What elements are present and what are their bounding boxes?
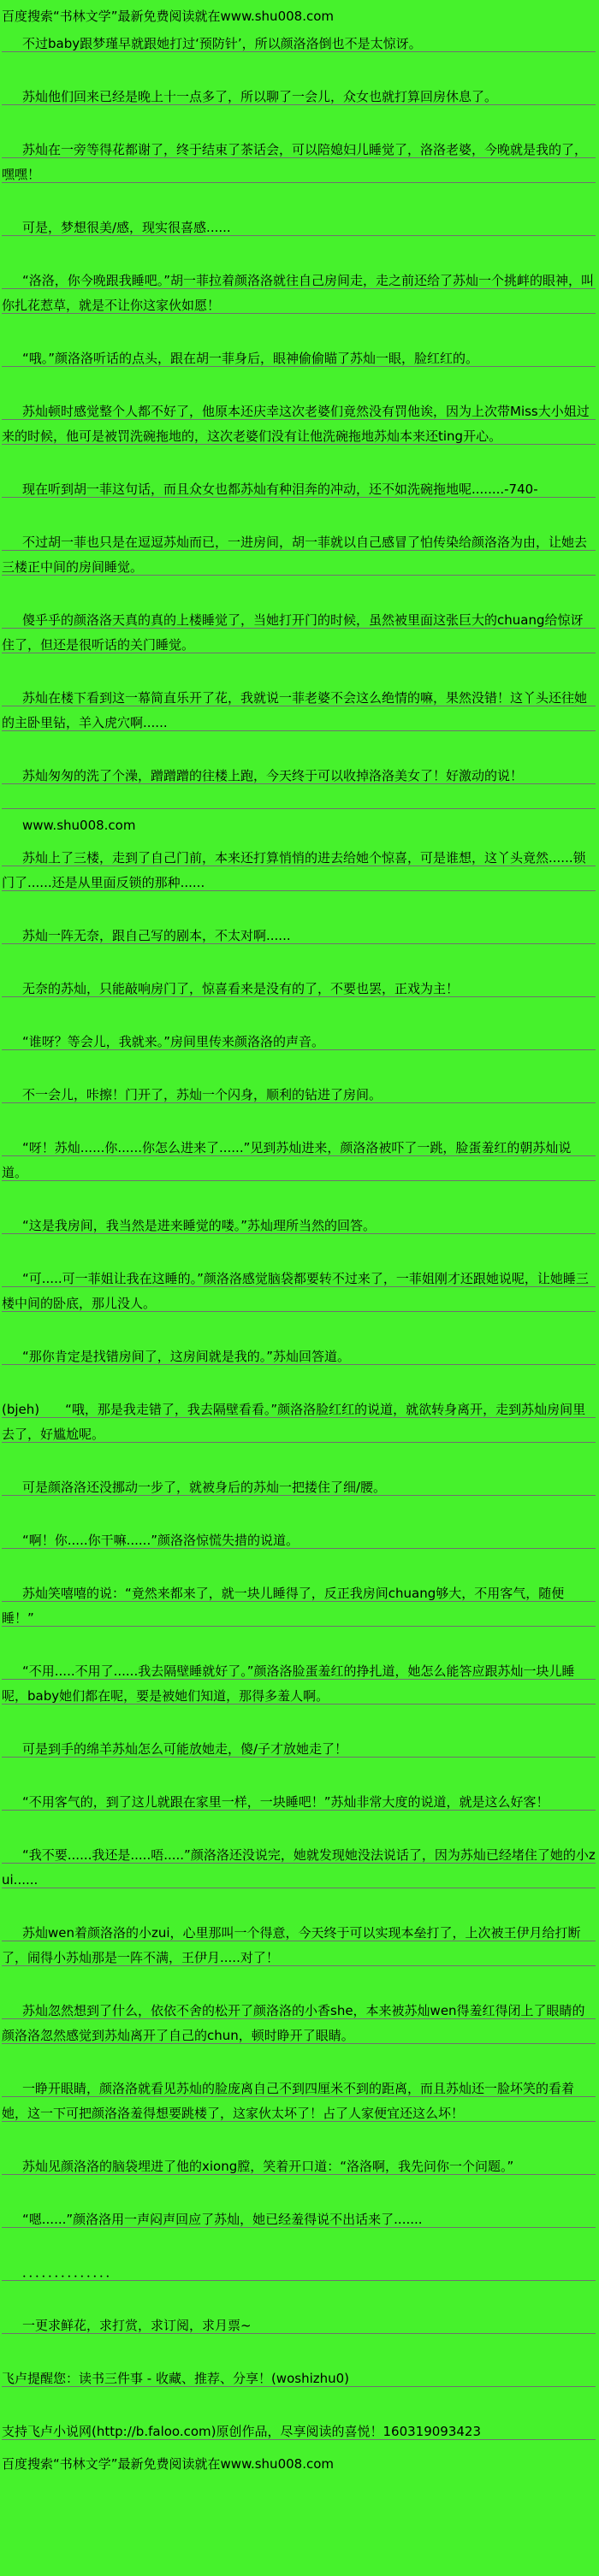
paragraph: 苏灿一阵无奈，跟自己写的剧本，不太对啊...... xyxy=(2,924,596,948)
chapter-end-dots: ．．．．．．．．．．．．．． xyxy=(2,2260,596,2285)
paragraph: 一睁开眼睛，颜洛洛就看见苏灿的脸庞离自己不到四厘米不到的距离，而且苏灿还一脸坏笑的看着她，这一下可把颜洛洛羞得想要跳楼了，这家伙太坏了！占了人家便宜还这么坏！ xyxy=(2,2077,596,2126)
paragraph: 苏灿笑嘻嘻的说：“竟然来都来了，就一块儿睡得了，反正我房间chuang够大，不用客气，随便睡！” xyxy=(2,1581,596,1631)
paragraph: 苏灿上了三楼，走到了自己门前，本来还打算悄悄的进去给她个惊喜，可是谁想，这丫头竟然......锁门了......还是从里面反锁的那种...... xyxy=(2,846,596,895)
paragraph: 苏灿wen着颜洛洛的小zui，心里那叫一个得意，今天终于可以实现本垒打了，上次被王伊月给打断了，闹得小苏灿那是一阵不满，王伊月.....对了！ xyxy=(2,1921,596,1970)
paragraph: 苏灿他们回来已经是晚上十一点多了，所以聊了一会儿，众女也就打算回房休息了。 xyxy=(2,85,596,109)
paragraph: “那你肯定是找错房间了，这房间就是我的。”苏灿回答道。 xyxy=(2,1344,596,1369)
paragraph: 苏灿在楼下看到这一幕简直乐开了花，我就说一菲老婆不会这么绝情的嘛，果然没错！这丫头还往她的主卧里钻，羊入虎穴啊...... xyxy=(2,686,596,736)
paragraph: “这是我房间，我当然是进来睡觉的喽。”苏灿理所当然的回答。 xyxy=(2,1214,596,1238)
faloo-support-line: 支持飞卢小说网(http://b.faloo.com)原创作品，尽享阅读的喜悦！160319093423 xyxy=(2,2419,596,2444)
paragraph: 不一会儿，咔擦！门开了，苏灿一个闪身，顺利的钻进了房间。 xyxy=(2,1083,596,1108)
paragraph: 苏灿在一旁等得花都谢了，终于结束了茶话会，可以陪媳妇儿睡觉了，洛洛老婆，今晚就是我的了，嘿嘿！ xyxy=(2,138,596,187)
paragraph: “可.....可一菲姐让我在这睡的。”颜洛洛感觉脑袋都要转不过来了，一菲姐刚才还跟她说呢，让她睡三楼中间的卧底，那儿没人。 xyxy=(2,1267,596,1316)
paragraph: “呀！苏灿......你......你怎么进来了......”见到苏灿进来，颜洛洛被吓了一跳，脸蛋羞红的朝苏灿说道。 xyxy=(2,1136,596,1185)
faloo-reminder-line: 飞卢提醒您：读书三件事 - 收藏、推荐、分享！(woshizhu0) xyxy=(2,2366,596,2391)
paragraph: 可是，梦想很美/感，现实很喜感...... xyxy=(2,216,596,240)
paragraph: 无奈的苏灿，只能敲响房门了，惊喜看来是没有的了，不要也罢，正戏为主！ xyxy=(2,977,596,1001)
paragraph: 不过baby跟梦瑾早就跟她打过‘预防针’，所以颜洛洛倒也不是太惊讶。 xyxy=(2,32,596,56)
paragraph: (bjeh) “哦，那是我走错了，我去隔壁看看。”颜洛洛脸红红的说道，就欲转身离开，走到苏灿房间里去了，好尴尬呢。 xyxy=(2,1397,596,1447)
paragraph: 苏灿匆匆的洗了个澡，蹭蹭蹭的往楼上跑，今天终于可以收掉洛洛美女了！好激动的说！ xyxy=(2,764,596,789)
paragraph: “洛洛，你今晚跟我睡吧。”胡一菲拉着颜洛洛就往自己房间走，走之前还给了苏灿一个挑衅的眼神，叫你扎花惹草，就是不让你这家伙如愿！ xyxy=(2,269,596,318)
paragraph: 傻乎乎的颜洛洛天真的真的上楼睡觉了，当她打开门的时候，虽然被里面这张巨大的chuang给惊讶住了，但还是很听话的关门睡觉。 xyxy=(2,608,596,658)
footer-promo-line: 百度搜索“书林文学”最新免费阅读就在www.shu008.com xyxy=(2,2456,335,2472)
paragraph: “不用客气的，到了这儿就跟在家里一样，一块睡吧！”苏灿非常大度的说道，就是这么好客！ xyxy=(2,1790,596,1815)
author-request-line: 一更求鲜花，求打赏，求订阅，求月票~ xyxy=(2,2313,596,2338)
header-promo-line: 百度搜索“书林文学”最新免费阅读就在www.shu008.com xyxy=(2,9,335,24)
paragraph: “谁呀？等会儿，我就来。”房间里传来颜洛洛的声音。 xyxy=(2,1030,596,1055)
blank-ruled-line xyxy=(2,789,596,813)
paragraph: “不用.....不用了......我去隔壁睡就好了。”颜洛洛脸蛋羞红的挣扎道，她怎么能答应跟苏灿一块儿睡呢，baby她们都在呢，要是被她们知道，那得多羞人啊。 xyxy=(2,1659,596,1709)
paragraph: 现在听到胡一菲这句话，而且众女也都苏灿有种泪奔的冲动，还不如洗碗拖地呢........-740- xyxy=(2,477,596,502)
paragraph: “嗯......”颜洛洛用一声闷声回应了苏灿，她已经羞得说不出话来了....... xyxy=(2,2207,596,2232)
paragraph: 可是到手的绵羊苏灿怎么可能放她走，傻/子才放她走了！ xyxy=(2,1737,596,1762)
paragraph: 苏灿顿时感觉整个人都不好了，他原本还庆幸这次老婆们竟然没有罚他诶，因为上次带Miss大小姐过来的时候，他可是被罚洗碗拖地的，这次老婆们没有让他洗碗拖地苏灿本来还ting开心。 xyxy=(2,399,596,449)
paragraph: 苏灿忽然想到了什么，依依不舍的松开了颜洛洛的小香she，本来被苏灿wen得羞红得闭上了眼睛的颜洛洛忽然感觉到苏灿离开了自己的chun，顿时睁开了眼睛。 xyxy=(2,1999,596,2048)
paragraph: “我不要......我还是.....唔.....”颜洛洛还没说完，她就发现她没法说话了，因为苏灿已经堵住了她的小zui...... xyxy=(2,1843,596,1893)
site-url-line: www.shu008.com xyxy=(22,818,136,833)
paragraph: 苏灿见颜洛洛的脑袋埋进了他的xiong膛，笑着开口道：“洛洛啊，我先问你一个问题。” xyxy=(2,2154,596,2179)
paragraph: 不过胡一菲也只是在逗逗苏灿而已，一进房间，胡一菲就以自己感冒了怕传染给颜洛洛为由，让她去三楼正中间的房间睡觉。 xyxy=(2,530,596,580)
paragraph: “哦。”颜洛洛听话的点头，跟在胡一菲身后，眼神偷偷瞄了苏灿一眼，脸红红的。 xyxy=(2,346,596,371)
paragraph: “啊！你.....你干嘛......”颜洛洛惊慌失措的说道。 xyxy=(2,1528,596,1553)
novel-content xyxy=(2,4,596,2477)
paragraph: 可是颜洛洛还没挪动一步了，就被身后的苏灿一把搂住了细/腰。 xyxy=(2,1475,596,1500)
